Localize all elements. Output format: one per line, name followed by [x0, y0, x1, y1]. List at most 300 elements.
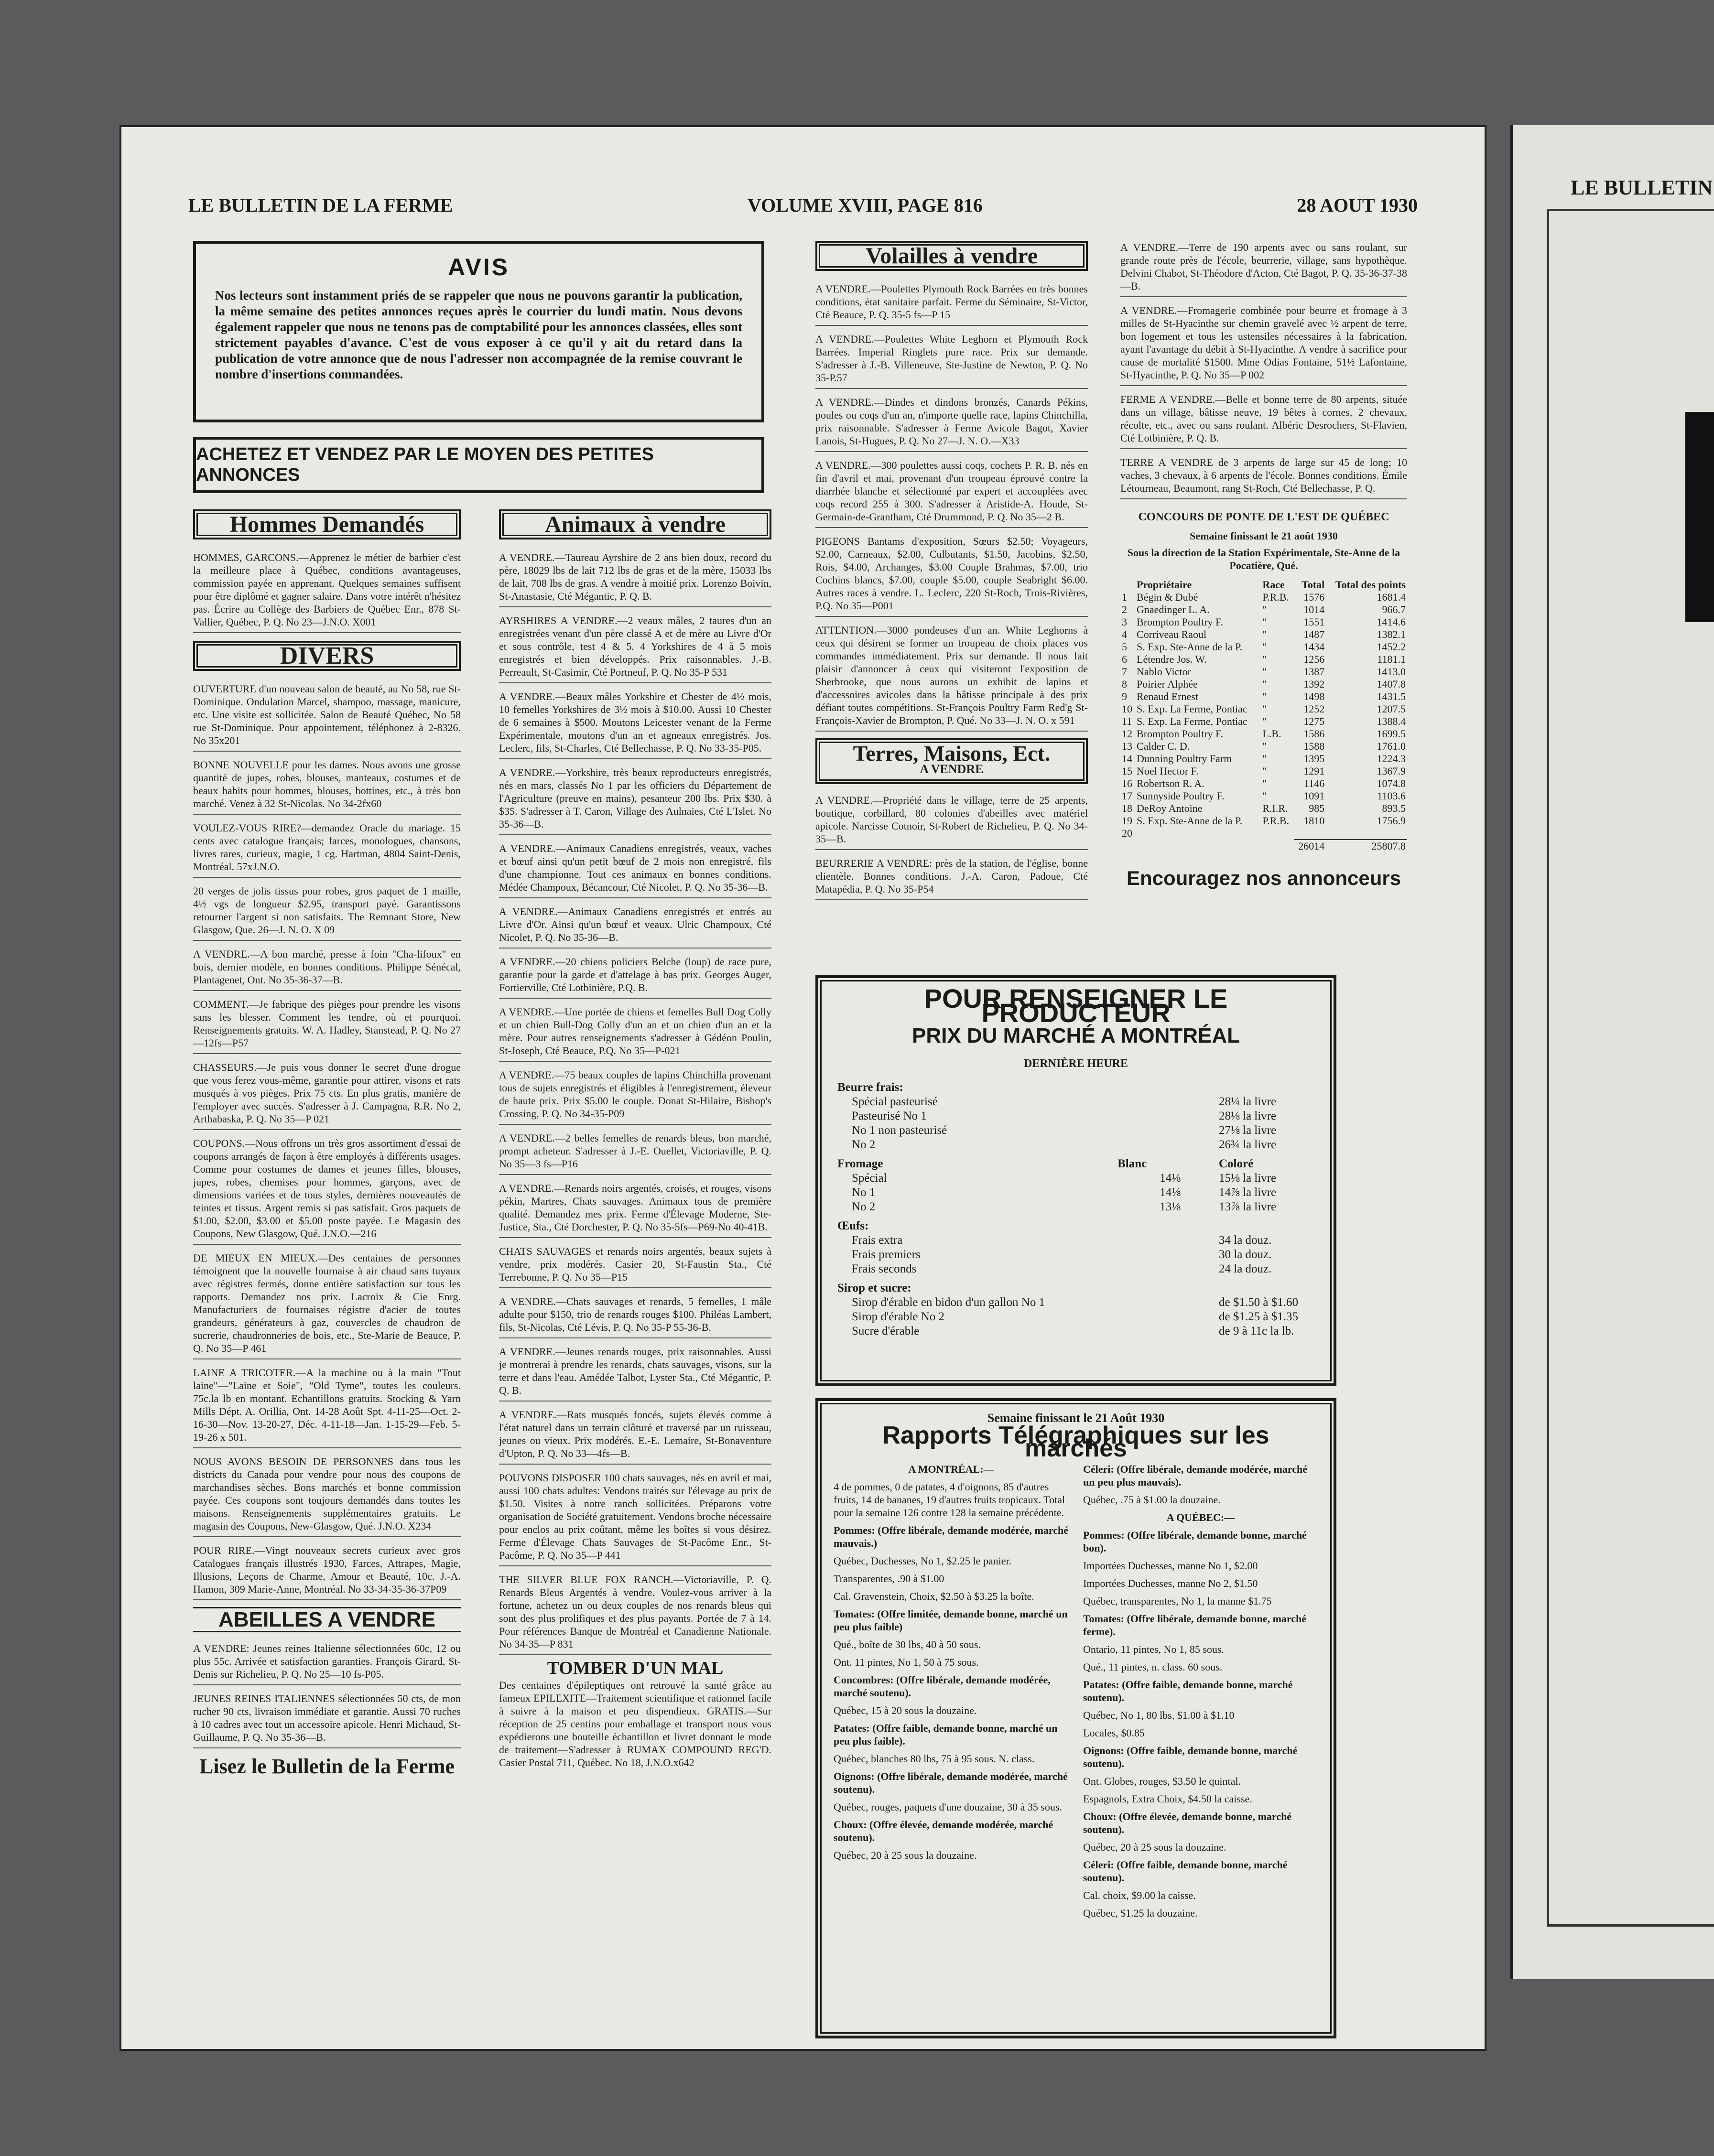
concours-cell: 1103.6 [1377, 790, 1406, 802]
concours-direction: Sous la direction de la Station Expérimentale, Ste-Anne de la Pocatière, Qué. [1127, 547, 1400, 571]
classified-ad: THE SILVER BLUE FOX RANCH.—Victoriaville, P. Q. Renards Bleus Argentés à vendre. Voulez-vous arriver à la fortune, achetez un ou deux couples de nos renards bleus qui sont des plus prolifiques et des plus payants. Portée de 7 à 14. Pour références Banque de Montréal et Canadienne Nationale. No 34-35—P 831 [499, 1573, 771, 1655]
sirop-row [837, 1295, 1314, 1310]
classified-ad: A VENDRE.—Jeunes renards rouges, prix raisonnables. Aussi je montrerai à prendre les renards, chats sauvages, visons, sur la terre et dans l'eau. Amédée Talbot, Lyster Sta., Cté Mégantic, P. Q. B. [499, 1345, 771, 1401]
concours-section [1120, 511, 1407, 852]
concours-cell: Bégin & Dubé [1137, 591, 1198, 603]
oeufs-row-cell: 30 la douz. [1219, 1248, 1272, 1261]
concours-cell: 1413.0 [1377, 666, 1406, 678]
concours-row [1120, 604, 1407, 616]
concours-cell: 1291 [1303, 765, 1325, 777]
rapport-line: Importées Duchesses, manne No 1, $2.00 [1083, 1560, 1258, 1572]
concours-total-cell [1120, 840, 1135, 852]
concours-cell: 14 [1122, 753, 1132, 765]
classified-ad: COMMENT.—Je fabrique des pièges pour prendre les visons sans les blesser. Comment les tendre, où et pourquoi. Renseignements gratuits. W. A. Hadley, Stanstead, P. Q. No 27—12fs—P57 [193, 998, 461, 1054]
concours-row [1120, 616, 1407, 628]
classified-ad: A VENDRE.—Renards noirs argentés, croisés, et rouges, visons pékin, Martres, Chats sauvages. Animaux tous de première qualité. Demandez mes prix. Ferme d'Élevage Moderne, Ste-Justice, Sta., Cté Dorchester, P. Q. No 35-5fs—P69-No 40-41B. [499, 1182, 771, 1238]
rapport-line: Oignons: (Offre libérale, demande modérée, marché soutenu). [834, 1770, 1068, 1795]
rapport-line: Choux: (Offre élevée, demande bonne, marché soutenu). [1083, 1811, 1292, 1835]
classified-ad: FERME A VENDRE.—Belle et bonne terre de 80 arpents, située dans un village, bâtisse neuve, 19 bêtes à cornes, 2 chevaux, récolte, etc., avec ou sans roulant. Albéric Desrochers, St-Flavien, Cté Lotbinière, P. Q. B. [1120, 393, 1407, 449]
terres-title: Terres, Maisons, Ect. [853, 741, 1051, 765]
concours-row [1120, 740, 1407, 753]
beurre-row-cell: Spécial pasteurisé [852, 1095, 938, 1108]
concours-cell: 1810 [1303, 815, 1325, 827]
concours-cell: 1252 [1303, 703, 1325, 715]
encouragez-annonceurs: Encouragez nos annonceurs [1126, 867, 1401, 889]
classified-ad: A VENDRE.—300 poulettes aussi coqs, cochets P. R. B. nés en fin d'avril et mai, provenant d'un troupeau éprouvé contre la diarrhée blanche et sélectionné par expert et accouplées avec coqs record 255 à 300. S'adresser à Aristide-A. Houde, St-Germain-de-Grantham, Cté Drummond, P. Q. No 35—2 B. [815, 459, 1088, 528]
next-page-header: LE BULLETIN [1571, 176, 1713, 199]
fromage-row-cell: No 2 [852, 1200, 876, 1213]
oeufs-row-cell: 34 la douz. [1219, 1234, 1272, 1247]
classified-ad: A VENDRE.—Poulettes White Leghorn et Plymouth Rock Barrées. Imperial Ringlets pure race. Prix sur demande. S'adresser à J.-B. Villeneuve, Ste-Justine de Newton, P. Q. No 35-P.57 [815, 333, 1088, 389]
tomber-ad [499, 1658, 771, 1769]
concours-row [1120, 790, 1407, 802]
rapport-line: Québec, Duchesses, No 1, $2.25 le panier. [834, 1555, 1012, 1567]
rapport-line: Importées Duchesses, manne No 2, $1.50 [1083, 1577, 1258, 1589]
rapport-line: Céleri: (Offre faible, demande bonne, marché soutenu). [1083, 1859, 1288, 1884]
concours-row [1120, 591, 1407, 604]
classified-ad: A VENDRE.—Rats musqués foncés, sujets élevés comme à l'état naturel dans un terrain clôturé et traversé par un ruisseau, jeunes ou vieux. Prix modérés. E.-E. Lemaire, St-Bonaventure d'Upton, P. Q. No 33—4fs—B. [499, 1408, 771, 1465]
concours-cell: Corriveau Raoul [1137, 628, 1207, 640]
rapport-line: Québec, 20 à 25 sous la douzaine. [1083, 1841, 1226, 1853]
rapport-line: 4 de pommes, 0 de patates, 4 d'oignons, 85 d'autres fruits, 14 de bananes, 19 d'autres fruits tropicaux. Total pour la semaine 126 contre 128 la semaine précédente. [834, 1481, 1065, 1519]
rapport-line: Cal. choix, $9.00 la caisse. [1083, 1889, 1196, 1901]
rapport-line: A QUÉBEC:— [1166, 1511, 1235, 1523]
terres-subtitle: A VENDRE [920, 762, 984, 776]
concours-cell: 1434 [1303, 641, 1325, 653]
rapports-box [815, 1398, 1336, 2038]
tomber-title: TOMBER D'UN MAL [547, 1658, 724, 1678]
oeufs-row [837, 1248, 1314, 1262]
rapport-line: Québec, transparentes, No 1, la manne $1.75 [1083, 1595, 1272, 1607]
concours-row [1120, 802, 1407, 815]
concours-cell: " [1262, 641, 1267, 653]
classified-ad: A VENDRE: Jeunes reines Italienne sélectionnées 60c, 12 ou plus 55c. Arrivée et satisfaction garanties. François Girard, St-Denis sur Richelieu, P. Q. No 25—10 fs-P05. [193, 1642, 461, 1685]
rapport-line: Pommes: (Offre libérale, demande bonne, marché bon). [1083, 1529, 1307, 1554]
sirop-row-cell: Sucre d'érable [852, 1325, 920, 1337]
concours-cell: 1498 [1303, 690, 1325, 702]
concours-cell: P.R.B. [1262, 815, 1289, 827]
classified-ad: A VENDRE.—Propriété dans le village, terre de 25 arpents, boutique, corbillard, 80 colonies d'abeilles avec matériel apicole. Narcisse Cotnoir, St-Robert de Richelieu, P. Q. No 34-35—B. [815, 794, 1088, 850]
classified-ad: DE MIEUX EN MIEUX.—Des centaines de personnes témoignent que la nouvelle fournaise à air chaud sans tuyaux avec régistres fermés, donne entière satisfaction sur tous les rapports. Demandez nos prix. Lacroix & Cie Enrg. Manufacturiers de fournaises régistre d'acier de toutes grandeurs, générateurs à gaz, couvercles de chaudron de sucrerie, chaudronneries de bois, etc., Ste-Marie de Beauce, P. Q. No 35—P 461 [193, 1251, 461, 1359]
column-1 [193, 509, 461, 1778]
fromage-row-cell: Spécial [852, 1172, 887, 1185]
concours-cell: DeRoy Antoine [1137, 802, 1203, 814]
oeufs-row-cell: Frais premiers [852, 1248, 921, 1261]
concours-cell: " [1262, 628, 1267, 640]
concours-cell: 893.5 [1382, 802, 1406, 814]
rapports-montreal-head: A MONTRÉAL:— [908, 1463, 994, 1475]
rapport-line: Patates: (Offre faible, demande bonne, marché soutenu). [1083, 1679, 1293, 1703]
section-volailles: Volailles à vendre [815, 241, 1088, 271]
concours-cell: Poirier Alphée [1137, 678, 1198, 690]
banner-acheter: ACHETEZ ET VENDEZ PAR LE MOYEN DES PETITES ANNONCES [193, 437, 764, 493]
beurre-row-cell: Pasteurisé No 1 [852, 1110, 927, 1122]
concours-cell: 17 [1122, 790, 1132, 802]
concours-row [1120, 753, 1407, 765]
oeufs-row [837, 1262, 1314, 1276]
abeilles-ads [193, 1642, 461, 1748]
oeufs-row-cell: 24 la douz. [1219, 1262, 1272, 1275]
sirop-title: Sirop et sucre: [837, 1282, 911, 1294]
rapport-line: Tomates: (Offre libérale, demande bonne, marché ferme). [1083, 1613, 1307, 1638]
oeufs-rows [837, 1233, 1314, 1276]
concours-cell: 1091 [1303, 790, 1325, 802]
rapport-line: Québec, 15 à 20 sous la douzaine. [834, 1704, 977, 1716]
sirop-rows [837, 1295, 1314, 1338]
concours-row [1120, 815, 1407, 827]
concours-cell: 13 [1122, 740, 1132, 752]
fromage-col-colore: Coloré [1219, 1157, 1254, 1170]
concours-cell: " [1262, 740, 1267, 752]
next-page-block [1685, 412, 1714, 622]
concours-cell: 1275 [1303, 715, 1325, 727]
classified-ad: TERRE A VENDRE de 3 arpents de large sur 45 de long; 10 vaches, 3 chevaux, à 6 arpents de l'école. Bonnes conditions. Émile Létourneau, Beaumont, rang St-Roch, Cté Bellechasse, P. Q. [1120, 456, 1407, 499]
concours-total-cell: 25807.8 [1326, 840, 1407, 852]
beurre-row-cell: No 1 non pasteurisé [852, 1124, 947, 1137]
concours-cell: R.I.R. [1262, 802, 1288, 814]
concours-cell: 1074.8 [1377, 777, 1406, 789]
rapports-week: Semaine finissant le 21 Août 1930 [987, 1411, 1165, 1425]
section-abeilles: ABEILLES A VENDRE [193, 1607, 461, 1632]
classified-ad: POUVONS DISPOSER 100 chats sauvages, nés en avril et mai, aussi 100 chats adultes: Vendons traités sur l'élevage au prix de $1.50. Visites à notre ranch sollicitées. Préparons votre organisation de Société gratuitement. Vendons broche nécessaire pour enclos au prix coûtant, même les boîtes si vous désirez. Ferme d'Élevage Chats Sauvages de St-Pacôme Enr., St-Pacôme, P. Q. No 35—P 441 [499, 1471, 771, 1566]
producteur-title: POUR RENSEIGNER LE PRODUCTEUR [924, 983, 1228, 1028]
animaux-ads [499, 551, 771, 1655]
rapport-line: Tomates: (Offre limitée, demande bonne, marché un peu plus faible) [834, 1608, 1068, 1633]
rapport-line: Ont. Globes, rouges, $3.50 le quintal. [1083, 1775, 1241, 1787]
concours-cell: S. Exp. La Ferme, Pontiac [1137, 703, 1248, 715]
rapport-line: Espagnols, Extra Choix, $4.50 la caisse. [1083, 1793, 1252, 1805]
classified-ad: CHASSEURS.—Je puis vous donner le secret d'une drogue que vous ferez vous-même, garantie pour attirer, visons et rats musqués à vos pièges. Prix 75 cts. En plus gratis, manière de l'employer avec succès. S'adresser à J. Campagna, R.R. No 2, Arthabaska, P. Q. No 35—P 021 [193, 1061, 461, 1130]
rapport-line: Québec, .75 à $1.00 la douzaine. [1083, 1494, 1221, 1506]
rapport-line: Québec, $1.25 la douzaine. [1083, 1907, 1198, 1919]
rapports-columns [834, 1463, 1318, 1924]
concours-cell: 19 [1122, 815, 1132, 827]
concours-row [1120, 666, 1407, 678]
concours-cell: Robertson R. A. [1137, 777, 1204, 789]
classified-ad: ATTENTION.—3000 pondeuses d'un an. White Leghorns à ceux qui désirent se former un troupeau de choix places vos commandes immédiatement. Prix sur demande. Il nous fait plaisir d'annoncer à ceux qui visiteront l'exposition de Sherbrooke, que nous aurons un exhibit de lapins et d'accessoires avicoles dans la bâtisse principale à des prix défiant toutes compétitions. St-François Poultry Farm Red'g St-François-Xavier de Brompton, P. Qué. No 33—J. N. O. x 591 [815, 624, 1088, 732]
beurre-row [837, 1123, 1314, 1138]
rapport-line: Québec, blanches 80 lbs, 75 à 95 sous. N. class. [834, 1753, 1035, 1765]
classified-ad: A VENDRE.—Chats sauvages et renards, 5 femelles, 1 mâle adulte pour $150, trio de renards rouges $100. Philéas Lambert, fils, St-Nicolas, Cté Lévis, P. Q. No 35-P 55-36-B. [499, 1295, 771, 1338]
concours-cell: 1756.9 [1377, 815, 1406, 827]
beurre-row [837, 1095, 1314, 1109]
concours-cell: " [1262, 678, 1267, 690]
beurre-row [837, 1109, 1314, 1123]
classified-ad: JEUNES REINES ITALIENNES sélectionnées 50 cts, de mon rucher 90 cts, livraison immédiate et garantie. Aussi 70 ruches à 10 cadres avec tout un accessoire apicole. Henri Michaud, St-Guillaume, P. Q. No 35-36—B. [193, 1692, 461, 1748]
concours-cell: 1382.1 [1377, 628, 1406, 640]
fromage-row-cell: 14⅛ [1160, 1186, 1181, 1199]
concours-cell: 1699.5 [1377, 728, 1406, 740]
concours-row [1120, 765, 1407, 777]
concours-row [1120, 678, 1407, 690]
concours-title: CONCOURS DE PONTE DE L'EST DE QUÉBEC [1138, 511, 1389, 523]
concours-cell: 1014 [1303, 604, 1325, 615]
fromage-row-cell: 15⅛ la livre [1219, 1172, 1277, 1185]
concours-row [1120, 690, 1407, 703]
concours-cell: 20 [1122, 827, 1132, 839]
beurre-row [837, 1138, 1314, 1152]
classified-ad: POUR RIRE.—Vingt nouveaux secrets curieux avec gros Catalogues français illustrés 1930, Farces, Attrapes, Magie, Illusions, Leçons de Charme, Amour et Beauté, 10c. J.-A. Hamon, 309 Marie-Anne, Montréal. No 33-34-35-36-37P09 [193, 1544, 461, 1600]
concours-cell: 1761.0 [1377, 740, 1406, 752]
concours-cell: " [1262, 715, 1267, 727]
concours-cell: 1407.8 [1377, 678, 1406, 690]
concours-cell: " [1262, 690, 1267, 702]
rapport-line: Québec, rouges, paquets d'une douzaine, 30 à 35 sous. [834, 1801, 1063, 1813]
page-header [188, 194, 1418, 218]
concours-cell: 1586 [1303, 728, 1325, 740]
rapport-line: Québec, 20 à 25 sous la douzaine. [834, 1849, 977, 1861]
sirop-row [837, 1310, 1314, 1324]
concours-cell [1326, 827, 1407, 840]
concours-cell: " [1262, 653, 1267, 665]
sirop-row-cell: Sirop d'érable No 2 [852, 1310, 945, 1323]
beurre-row-cell: 28¼ la livre [1219, 1095, 1277, 1108]
newspaper-page [119, 125, 1486, 2051]
concours-cell [1261, 827, 1293, 840]
beurre-rows [837, 1095, 1314, 1152]
tomber-text: Des centaines d'épileptiques ont retrouvé la santé grâce au fameux EPILEXITE—Traitement scientifique et rationnel facile à suivre à la maison et peu dispendieux. GRATIS.—Sur réception de 25 centins pour emballage et transport nous vous expédierons une bouteille échantillon et livret donnant le mode de traitement—S'adresser à RUMAX COMPOUND REG'D. Casier Postal 711, Québec. No 18, J.N.O.x642 [499, 1679, 771, 1768]
classified-ad: A VENDRE.—Fromagerie combinée pour beurre et fromage à 3 milles de St-Hyacinthe sur chemin gravelé avec ½ arpent de terre, bon logement et tous les ustensiles nécessaires à la fabrication, ayant l'avantage du débit à St-Hyacinthe. A vendre à sacrifice pour cause de mortalité $1500. Mme Odias Fontaine, 51½ Lafontaine, St-Hyacinthe, P. Q. No 35—P 002 [1120, 304, 1407, 386]
classified-ad: A VENDRE.—20 chiens policiers Belche (loup) de race pure, garantie pour la garde et d'attelage à bas prix. Georges Auger, Fortierville, Cté Lotbinière, P.Q. B. [499, 955, 771, 999]
classified-ad: A VENDRE.—Dindes et dindons bronzés, Canards Pékins, poules ou coqs d'un an, n'importe quelle race, lapins Chinchilla, prix raisonnable. S'adresser à Ferme Avicole Bagot, Xavier Lanois, St-Hugues, P. Q. No 27—J. N. O.—X33 [815, 396, 1088, 452]
concours-cell: L.B. [1262, 728, 1281, 740]
column-2 [499, 509, 771, 1769]
concours-header-cell [1120, 579, 1135, 591]
sirop-row-cell: de $1.25 à $1.35 [1219, 1310, 1298, 1323]
avis-title: AVIS [448, 254, 510, 280]
concours-cell: 1367.9 [1377, 765, 1406, 777]
concours-cell: Nablo Victor [1137, 666, 1191, 678]
producteur-box [815, 975, 1336, 1386]
concours-cell [1294, 827, 1326, 840]
rapport-line: Choux: (Offre élevée, demande modérée, marché soutenu). [834, 1819, 1053, 1843]
concours-header-cell: Propriétaire [1137, 579, 1192, 591]
rapport-line: Québec, No 1, 80 lbs, $1.00 à $1.10 [1083, 1709, 1235, 1721]
concours-cell: 4 [1122, 628, 1127, 640]
fromage-header [837, 1157, 1314, 1171]
concours-cell: 1431.5 [1377, 690, 1406, 702]
concours-cell: " [1262, 666, 1267, 678]
classified-ad: OUVERTURE d'un nouveau salon de beauté, au No 58, rue St-Dominique. Ondulation Marcel, shampoo, massage, manicure, etc. Une visite est sollicitée. Salon de Beauté Québec, No 58 rue St-Dominique. Pour appointement, téléphonez à 2-8326. No 35x201 [193, 682, 461, 752]
concours-cell: 1256 [1303, 653, 1325, 665]
oeufs-title: Œufs: [837, 1219, 869, 1232]
concours-cell: 15 [1122, 765, 1132, 777]
classified-ad: 20 verges de jolis tissus pour robes, gros paquet de 1 maille, 4½ vgs de longueur $2.95, transport payé. Garantissons retourner l'argent si non satisfaits. The Remnant Store, New Glasgow, Que. 26—J. N. O. X 09 [193, 884, 461, 941]
concours-week: Semaine finissant le 21 août 1930 [1190, 530, 1338, 542]
fromage-row-cell: 13⅛ [1160, 1200, 1181, 1213]
rapport-line: Concombres: (Offre libérale, demande modérée, marché soutenu). [834, 1674, 1051, 1699]
concours-cell: 5 [1122, 641, 1127, 653]
concours-cell: 9 [1122, 690, 1127, 702]
concours-header-cell: Race [1262, 579, 1285, 591]
concours-cell [1135, 827, 1261, 840]
fromage-col-blanc: Blanc [1117, 1157, 1147, 1170]
concours-cell: Gnaedinger L. A. [1137, 604, 1210, 615]
concours-cell: 1414.6 [1377, 616, 1406, 628]
fromage-rows [837, 1171, 1314, 1214]
concours-cell: " [1262, 765, 1267, 777]
classified-ad: A VENDRE.—Une portée de chiens et femelles Bull Dog Colly et un chien Bull-Dog Colly d'un an et un chien d'un an et la mère. Pour autres renseignements s'adresser à Gédéon Poulin, St-Joseph, Cté Beauce, P.Q. No 35—P-021 [499, 1005, 771, 1062]
concours-cell: Létendre Jos. W. [1137, 653, 1207, 665]
concours-cell: " [1262, 703, 1267, 715]
classified-ad: A VENDRE.—Yorkshire, très beaux reproducteurs enregistrés, nés en mars, classés No 1 par les officiers du Département de l'Agriculture (preuve en mains), pesanteur 200 lbs. Prix $30. à $35. S'adresser à T. Caron, Village des Aulnaies, Cté L'Islet. No 35-36—B. [499, 766, 771, 835]
concours-cell: 1576 [1303, 591, 1325, 603]
avis-text: Nos lecteurs sont instamment priés de se rappeler que nous ne pouvons garantir la publication, la même semaine des petites annonces reçues après le courrier du lundi matin. Nous devons également rappeler que nous ne tenons pas de comptabilité pour les annonces classées, elles sont strictement payables d'avance. C'est de vous exposer à ce qu'il y ait du retard dans la publication de votre annonce que de nous l'adresser non accompagnée de la remise couvrant le nombre d'insertions commandées. [215, 288, 742, 381]
classified-ad: BONNE NOUVELLE pour les dames. Nous avons une grosse quantité de jupes, robes, blouses, manteaux, costumes et de beaux habits pour hommes, blouses, bottines, etc., à très bon marché. Venez à 32 St-Nicolas. No 34-2fx60 [193, 758, 461, 815]
classified-ad: A VENDRE.—Animaux Canadiens enregistrés, veaux, vaches et bœuf ainsi qu'un petit bœuf de 2 mois non enregistré, fils d'une championne. Tout ces animaux en bonnes conditions. Médée Champoux, Bécancour, Cté Nicolet, P. Q. No 35-36—B. [499, 842, 771, 898]
lisez-bulletin: Lisez le Bulletin de la Ferme [199, 1755, 455, 1778]
classified-ad: CHATS SAUVAGES et renards noirs argentés, beaux sujets à vendre, prix modérés. Casier 20, St-Faustin Sta., Cté Terrebonne, P. Q. No 35—P15 [499, 1245, 771, 1288]
beurre-row-cell: 27⅛ la livre [1219, 1124, 1277, 1137]
concours-cell: P.R.B. [1262, 591, 1289, 603]
section-divers: DIVERS [193, 641, 461, 671]
concours-cell: S. Exp. Ste-Anne de la P. [1137, 641, 1243, 653]
concours-cell: 1452.2 [1377, 641, 1406, 653]
concours-cell: " [1262, 616, 1267, 628]
section-animaux: Animaux à vendre [499, 509, 771, 539]
concours-cell: 1181.1 [1377, 653, 1406, 665]
concours-cell: " [1262, 753, 1267, 765]
rapport-line: Ont. 11 pintes, No 1, 50 à 75 sous. [834, 1656, 979, 1668]
classified-ad: A VENDRE.—2 belles femelles de renards bleus, bon marché, prompt acheteur. S'adresser à J.-E. Ouellet, Victoriaville, P. Q. No 35—3 fs—P16 [499, 1132, 771, 1175]
sirop-row-cell: de 9 à 11c la lb. [1219, 1325, 1294, 1337]
concours-cell: 1588 [1303, 740, 1325, 752]
column-3 [815, 241, 1088, 907]
fromage-row [837, 1171, 1314, 1186]
fromage-title: Fromage [837, 1157, 883, 1170]
producteur-subtitle: PRIX DU MARCHÉ A MONTRÉAL [911, 1024, 1240, 1047]
classified-ad: NOUS AVONS BESOIN DE PERSONNES dans tous les districts du Canada pour vendre pour nous des coupons de marchandises sèches. Bons marchés et bonne commission payée. Ces coupons sont toujours demandés dans toutes les maisons. Renseignements supplémentaires gratuits. Le magasin des Coupons, New-Glasgow, Qué. J.N.O. X234 [193, 1455, 461, 1537]
rapports-left [834, 1463, 1069, 1924]
concours-total-cell [1261, 840, 1293, 852]
concours-cell: 1681.4 [1377, 591, 1406, 603]
concours-cell: 1207.5 [1377, 703, 1406, 715]
rapport-line: Transparentes, .90 à $1.00 [834, 1573, 944, 1585]
fromage-row [837, 1200, 1314, 1214]
section-hommes-demandes: Hommes Demandés [193, 509, 461, 539]
avis-box [193, 241, 764, 422]
classified-ad: A VENDRE.—Poulettes Plymouth Rock Barrées en très bonnes conditions, état sanitaire parfait. Ferme du Séminaire, St-Victor, Cté Beauce, P. Q. 35-5 fs—P 15 [815, 282, 1088, 326]
sirop-row-cell: de $1.50 à $1.60 [1219, 1296, 1298, 1309]
concours-row [1120, 641, 1407, 653]
concours-cell: 2 [1122, 604, 1127, 615]
classified-ad: A VENDRE.—Terre de 190 arpents avec ou sans roulant, sur grande route près de l'école, beurrerie, village, sans hypothèque. Delvini Chabot, St-Théodore d'Acton, Cté Bagot, P. Q. 35-36-37-38—B. [1120, 241, 1407, 297]
rapport-line: Cal. Gravenstein, Choix, $2.50 à $3.25 la boîte. [834, 1590, 1034, 1602]
concours-header-cell: Total [1302, 579, 1325, 591]
fromage-row [837, 1186, 1314, 1200]
rapport-line: Oignons: (Offre faible, demande bonne, marché soutenu). [1083, 1745, 1298, 1769]
rapports-title: Rapports Télégraphiques sur les marchés [882, 1422, 1269, 1462]
classified-ad: AYRSHIRES A VENDRE.—2 veaux mâles, 2 taures d'un an enregistrées venant d'un père classé A et de mère au Livre d'Or et sous contrôle, test 4 & 5. 4 Yorkshires de 4 à 5 mois enregistrés et bien développés. Prix raisonnables. J.-B. Perreault, St-Casimir, Cté Portneuf, P. Q. No 35-P 531 [499, 614, 771, 683]
hommes-ads [193, 551, 461, 633]
classified-ad: LAINE A TRICOTER.—A la machine ou à la main "Tout laine"—"Laine et Soie", "Old Tyme", toutes les couleurs. 75c.la lb en montant. Echantillons gratuits. Stocking & Yarn Mills Dépt. A. Orillia, Ont. 14-28 Août Spt. 4-11-25—Oct. 2-16-30—Nov. 13-20-27, Déc. 4-11-18—Jan. 1-15-29—Feb. 5-19-26 x 501. [193, 1366, 461, 1448]
rapport-line: Qué., boîte de 30 lbs, 40 à 50 sous. [834, 1639, 981, 1650]
concours-cell: Noel Hector F. [1137, 765, 1199, 777]
concours-cell: S. Exp. Ste-Anne de la P. [1137, 815, 1243, 827]
concours-cell: 1551 [1303, 616, 1325, 628]
col4-ads [1120, 241, 1407, 499]
concours-cell: 1146 [1304, 777, 1325, 789]
classified-ad: VOULEZ-VOUS RIRE?—demandez Oracle du mariage. 15 cents avec catalogue français; farces, monologues, chansons, livres rares, curieux, magie, 1 cg. Hartman, 4804 Saint-Denis, Montréal. 57xJ.N.O. [193, 821, 461, 878]
concours-cell: 1392 [1303, 678, 1325, 690]
classified-ad: A VENDRE.—Taureau Ayrshire de 2 ans bien doux, record du père, 18029 lbs de lait 712 lbs de gras et de la mère, 15033 lbs de lait, 708 lbs de gras. A vendre à moitié prix. Lorenzo Boivin, St-Anastasie, Cté Mégantic, P. Q. B. [499, 551, 771, 607]
concours-row [1120, 827, 1407, 840]
fromage-row-cell: 13⅞ la livre [1219, 1200, 1277, 1213]
oeufs-row-cell: Frais extra [852, 1234, 903, 1247]
concours-cell: 985 [1309, 802, 1325, 814]
concours-cell: 1388.4 [1377, 715, 1406, 727]
concours-cell: 1387 [1303, 666, 1325, 678]
divers-ads [193, 682, 461, 1600]
concours-cell: 11 [1122, 715, 1132, 727]
fromage-row-cell: 14⅞ la livre [1219, 1186, 1277, 1199]
concours-cell: 1 [1122, 591, 1127, 603]
concours-cell: S. Exp. La Ferme, Pontiac [1137, 715, 1248, 727]
rapport-line: Qué., 11 pintes, n. class. 60 sous. [1083, 1661, 1223, 1673]
concours-cell: " [1262, 777, 1267, 789]
concours-row [1120, 715, 1407, 728]
concours-cell: 10 [1122, 703, 1132, 715]
header-title: LE BULLETIN DE LA FERME [188, 194, 453, 216]
concours-cell: 1395 [1303, 753, 1325, 765]
section-terres [815, 738, 1088, 784]
concours-row [1120, 653, 1407, 666]
terres-ads [815, 794, 1088, 900]
concours-row [1120, 777, 1407, 790]
oeufs-row-cell: Frais seconds [852, 1262, 917, 1275]
classified-ad: A VENDRE.—75 beaux couples de lapins Chinchilla provenant tous de sujets enregistrés et éligibles à l'enregistrement, éleveur de haute prix. Prix $5.00 le couple. Donat St-Hilaire, Bishop's Crossing, P. Q. No 34-35-P09 [499, 1068, 771, 1125]
beurre-row-cell: No 2 [852, 1138, 876, 1151]
concours-cell: " [1262, 604, 1267, 615]
concours-cell: Dunning Poultry Farm [1137, 753, 1232, 765]
concours-table [1120, 579, 1407, 852]
rapport-line: Pommes: (Offre libérale, demande modérée, marché mauvais.) [834, 1524, 1068, 1549]
rapport-line: Patates: (Offre faible, demande bonne, marché un peu plus faible). [834, 1722, 1058, 1747]
concours-cell: 16 [1122, 777, 1132, 789]
beurre-title: Beurre frais: [837, 1081, 903, 1094]
concours-cell: Sunnyside Poultry F. [1137, 790, 1225, 802]
concours-cell: 12 [1122, 728, 1132, 740]
classified-ad: A VENDRE.—A bon marché, presse à foin "Cha-lifoux" en bois, dernier modèle, en bonnes conditions. Philippe Sénécal, Plantagenet, Ont. No 35-36-37—B. [193, 948, 461, 991]
concours-cell: Brompton Poultry F. [1137, 616, 1224, 628]
concours-total-cell: 26014 [1294, 840, 1326, 852]
concours-cell: Calder C. D. [1137, 740, 1190, 752]
concours-total-row [1120, 840, 1407, 852]
concours-row [1120, 703, 1407, 715]
classified-ad: A VENDRE.—Animaux Canadiens enregistrés et entrés au Livre d'Or. Ainsi qu'un bœuf et veaux. Ulric Champoux, Cté Nicolet, P. Q. No 35-36—B. [499, 905, 771, 949]
concours-row [1120, 728, 1407, 740]
concours-cell: 3 [1122, 616, 1127, 628]
rapports-right [1083, 1463, 1318, 1924]
rapport-line: Locales, $0.85 [1083, 1727, 1145, 1739]
concours-cell: Renaud Ernest [1137, 690, 1198, 702]
concours-cell: " [1262, 790, 1267, 802]
concours-cell: 6 [1122, 653, 1127, 665]
rapport-line: Ontario, 11 pintes, No 1, 85 sous. [1083, 1643, 1224, 1655]
classified-ad: BEURRERIE A VENDRE: près de la station, de l'église, bonne clientèle. Bonnes conditions. J.-A. Caron, Padoue, Cté Matapédia, P. Q. No 35-P54 [815, 857, 1088, 900]
sirop-row [837, 1324, 1314, 1338]
beurre-row-cell: 28⅛ la livre [1219, 1110, 1277, 1122]
concours-total-cell [1135, 840, 1261, 852]
fromage-row-cell: No 1 [852, 1186, 876, 1199]
header-date: 28 AOUT 1930 [1297, 194, 1418, 216]
concours-cell: 966.7 [1382, 604, 1406, 615]
classified-ad: A VENDRE.—Beaux mâles Yorkshire et Chester de 4½ mois, 10 femelles Yorkshires de 3½ mois à $10.00. Aussi 10 Chester de 6 semaines à $500. Moutons Leicester venant de la Ferme Expérimentale, moutons d'un an et agneaux enregistrés. Jos. Leclerc, fils, St-Charles, Cté Bellechasse, P. Q. No 33-35-P05. [499, 690, 771, 759]
rapport-line: Céleri: (Offre libérale, demande modérée, marché un peu plus mauvais). [1083, 1463, 1307, 1488]
fromage-row-cell: 14⅛ [1160, 1172, 1181, 1185]
oeufs-row [837, 1233, 1314, 1248]
concours-cell: 18 [1122, 802, 1132, 814]
